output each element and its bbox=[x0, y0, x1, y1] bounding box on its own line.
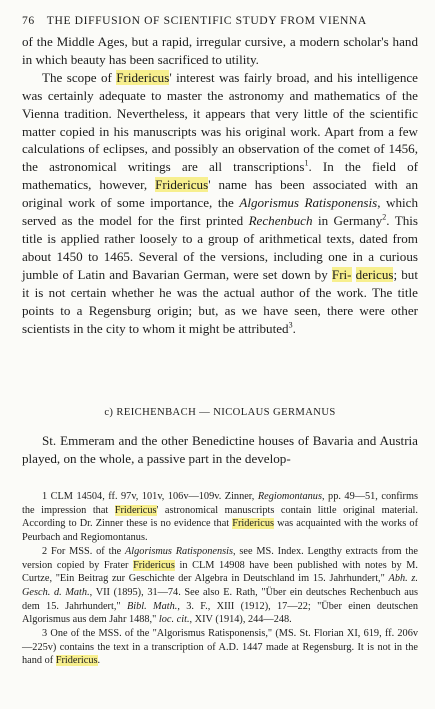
paragraph-fridericus: The scope of Fridericus' interest was fairly broad, and his intelligence was certainly adequate to master the astronomy and mathematics of the Vienna tradition. Nevertheless, it appears that very little of the scientific matter copied in his manuscripts was his original work. Apart from a few calculations of eclipses, and possibly an observation of the comet of 1456, the astronomical writings are all transcriptions$^1$. In the field of mathematics, however, Fridericus' name has been associated with an original work of some importance, the Algorismus Ratisponensis, which served as the model for the first printed Rechenbuch in Germany$^2$. This title is applied rather loosely to a group of arithmetical texts, dated from about 1450 to 1465. Several of the versions, including one in a curious jumble of Latin and Bavarian German, were set down by Fri- dericus; but it is not certain whether he was the actual author of the work. The title points to a Regensburg origin; but, as we have seen, there were other scientists in the city to whom it might be attributed$^3$. bbox=[22, 69, 419, 336]
paragraph-continued: of the Middle Ages, but a rapid, irregular cursive, a modern scholar's hand in which beauty has been sacrificed to utility. bbox=[22, 34, 418, 67]
footnote-ref-1: 1 bbox=[304, 158, 309, 168]
highlighted-name: Fridericus bbox=[232, 518, 275, 530]
highlighted-name: Fridericus bbox=[55, 655, 98, 667]
page-number: 76 bbox=[22, 14, 35, 27]
section-text bbox=[22, 432, 418, 468]
highlighted-name: Fridericus bbox=[133, 559, 175, 571]
footnote-2: 2 For MSS. of the Algorismus Ratisponensis, see MS. Index. Lengthy extracts from the version copied by Frater Fridericus in CLM 14908 have been published with notes by M. Curtze, "Ein Beitrag zur Geschichte der Algebra in Deutschland im 15. Jahrhundert," Abh. z. Gesch. d. Math., VII (1895), 31—74. See also E. Rath, "Über ein deutsches Rechenbuch aus dem 15. Jahrhundert," Bibl. Math., 3. F., XIII (1912), 17—22; "Über einen deutschen Algorismus aus dem Jahr 1488," loc. cit., XIV (1914), 244—248. bbox=[22, 545, 418, 626]
section-paragraph: St. Emmeram and the other Benedictine houses of Bavaria and Austria played, on the whole, a passive part in the develop- bbox=[22, 433, 418, 466]
running-title: THE DIFFUSION OF SCIENTIFIC STUDY FROM VIENNA bbox=[46, 14, 367, 27]
main-text bbox=[22, 33, 418, 337]
title-algorismus: Algorismus Ratisponensis bbox=[239, 195, 378, 211]
highlighted-name: Fridericus bbox=[155, 177, 209, 193]
footnote-ref-2: 2 bbox=[382, 212, 387, 222]
highlighted-name-split-1: Fri- bbox=[331, 266, 352, 282]
footnote-1: 1 CLM 14504, ff. 97v, 101v, 106v—109v. Zinner, Regiomontanus, pp. 49—51, confirms the impression that Fridericus' astronomical manuscripts contain little original material. According to Dr. Zinner these is no evidence that Fridericus was acquainted with the works of Peurbach and Regiomontanus. bbox=[22, 491, 418, 544]
section-heading: c) REICHENBACH — NICOLAUS GERMANUS bbox=[104, 407, 336, 418]
highlighted-name: Fridericus bbox=[116, 69, 170, 85]
footnotes bbox=[22, 490, 418, 668]
footnote-3: 3 One of the MSS. of the "Algorismus Ratisponensis," (MS. St. Florian XI, 619, ff. 206v—225v) contains the text in a transcription of A.D. 1447 made at Regensburg. It is not in the hand of Fridericus. bbox=[22, 628, 418, 667]
highlighted-name: Fridericus bbox=[114, 504, 157, 516]
title-rechenbuch: Rechenbuch bbox=[248, 213, 313, 229]
running-header bbox=[22, 14, 422, 27]
footnote-ref-3: 3 bbox=[288, 320, 293, 330]
highlighted-name-split-2: dericus bbox=[355, 266, 394, 282]
